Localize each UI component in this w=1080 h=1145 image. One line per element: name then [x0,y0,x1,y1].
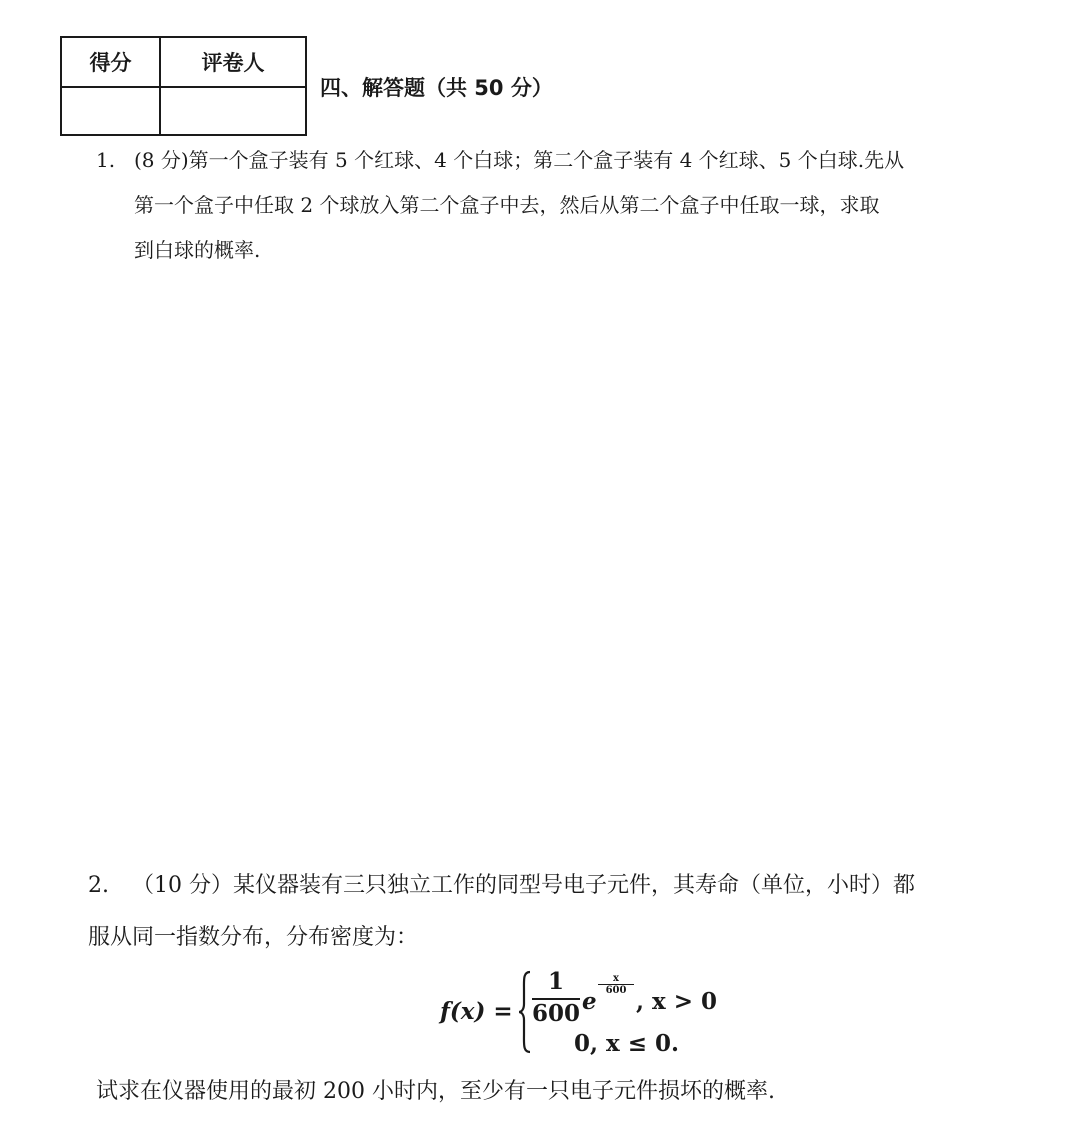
question-1-line-2: 第一个盒子中任取 2 个球放入第二个盒子中去，然后从第二个盒子中任取一球，求取 [134,193,880,217]
fraction-numerator: 1 [547,968,564,995]
section-title: 四、解答题（共 50 分） [320,76,553,100]
case-2: 0, x ≤ 0. [574,1030,680,1057]
question-2-number: 2. [88,873,109,898]
fraction [532,968,580,1028]
fraction-denominator: 600 [532,1000,581,1027]
score-header: 得分 [61,37,160,87]
question-2-line-2: 服从同一指数分布，分布密度为： [88,925,419,950]
question-2-line-1: （10 分）某仪器装有三只独立工作的同型号电子元件，其寿命（单位，小时）都 [132,873,915,898]
density-formula [440,968,740,1060]
exponent-denominator: 600 [605,985,627,996]
grader-cell [160,87,306,135]
question-1-line-3: 到白球的概率. [134,238,261,262]
formula-lhs: f(x) = [440,998,513,1025]
left-brace [518,970,532,1054]
question-2 [88,860,1063,964]
question-1 [96,138,1046,273]
exp-base: e [582,988,597,1015]
score-cell [61,87,160,135]
case-1-condition: , x > 0 [636,988,718,1015]
score-box [60,36,307,136]
question-1-number: 1. [96,148,116,172]
exponent-numerator: x [613,973,619,984]
exponent-fraction [598,974,634,997]
question-1-line-1: (8 分)第一个盒子装有 5 个红球、4 个白球；第二个盒子装有 4 个红球、5 个白球.先从 [134,148,905,172]
question-2-line-3: 试求在仪器使用的最初 200 小时内，至少有一只电子元件损坏的概率. [96,1079,775,1104]
grader-header: 评卷人 [160,37,306,87]
